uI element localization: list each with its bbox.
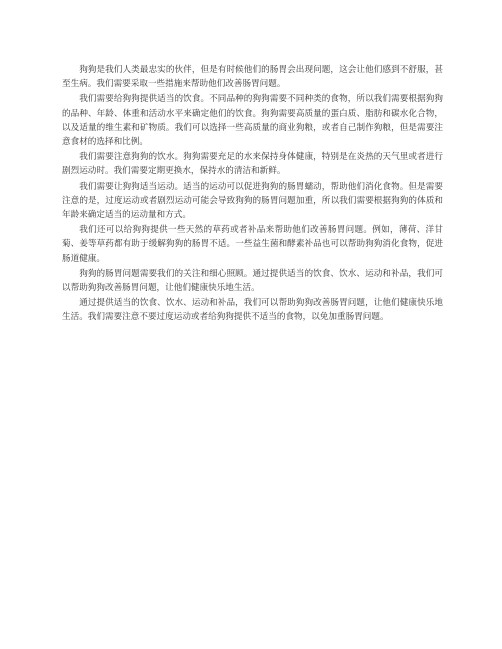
paragraph-water: 我们需要注意狗狗的饮水。狗狗需要充足的水来保持身体健康，特别是在炎热的天气里或者进行剧烈运动时。我们需要定期更换水，保持水的清洁和新鲜。 bbox=[62, 152, 443, 177]
paragraph-diet: 我们需要给狗狗提供适当的饮食。不同品种的狗狗需要不同种类的食物，所以我们需要根据狗狗的品种、年龄、体重和活动水平来确定他们的饮食。狗狗需要高质量的蛋白质、脂肪和碳水化合物，以及适量的维生素和矿物质。我们可以选择一些高质量的商业狗粮，或者自己制作狗粮，但是需要注意食材的选择和比例。 bbox=[62, 94, 443, 148]
document-body bbox=[62, 63, 443, 325]
paragraph-conclusion: 通过提供适当的饮食、饮水、运动和补品，我们可以帮助狗狗改善肠胃问题，让他们健康快乐地生活。我们需要注意不要过度运动或者给狗狗提供不适当的食物，以免加重肠胃问题。 bbox=[62, 298, 443, 323]
paragraph-herbs-supplements: 我们还可以给狗狗提供一些天然的草药或者补品来帮助他们改善肠胃问题。例如，薄荷、洋甘菊、姜等草药都有助于缓解狗狗的肠胃不适。一些益生菌和酵素补品也可以帮助狗狗消化食物，促进肠道健康。 bbox=[62, 225, 443, 264]
paragraph-exercise: 我们需要让狗狗适当运动。适当的运动可以促进狗狗的肠胃蠕动，帮助他们消化食物。但是需要注意的是，过度运动或者剧烈运动可能会导致狗狗的肠胃问题加重，所以我们需要根据狗狗的体质和年龄来确定适当的运动量和方式。 bbox=[62, 181, 443, 221]
paragraph-care-summary: 狗狗的肠胃问题需要我们的关注和细心照顾。通过提供适当的饮食、饮水、运动和补品，我们可以帮助狗狗改善肠胃问题，让他们健康快乐地生活。 bbox=[62, 268, 443, 294]
paragraph-intro: 狗狗是我们人类最忠实的伙伴，但是有时候他们的肠胃会出现问题，这会让他们感到不舒服，甚至生病。我们需要采取一些措施来帮助他们改善肠胃问题。 bbox=[62, 65, 443, 90]
